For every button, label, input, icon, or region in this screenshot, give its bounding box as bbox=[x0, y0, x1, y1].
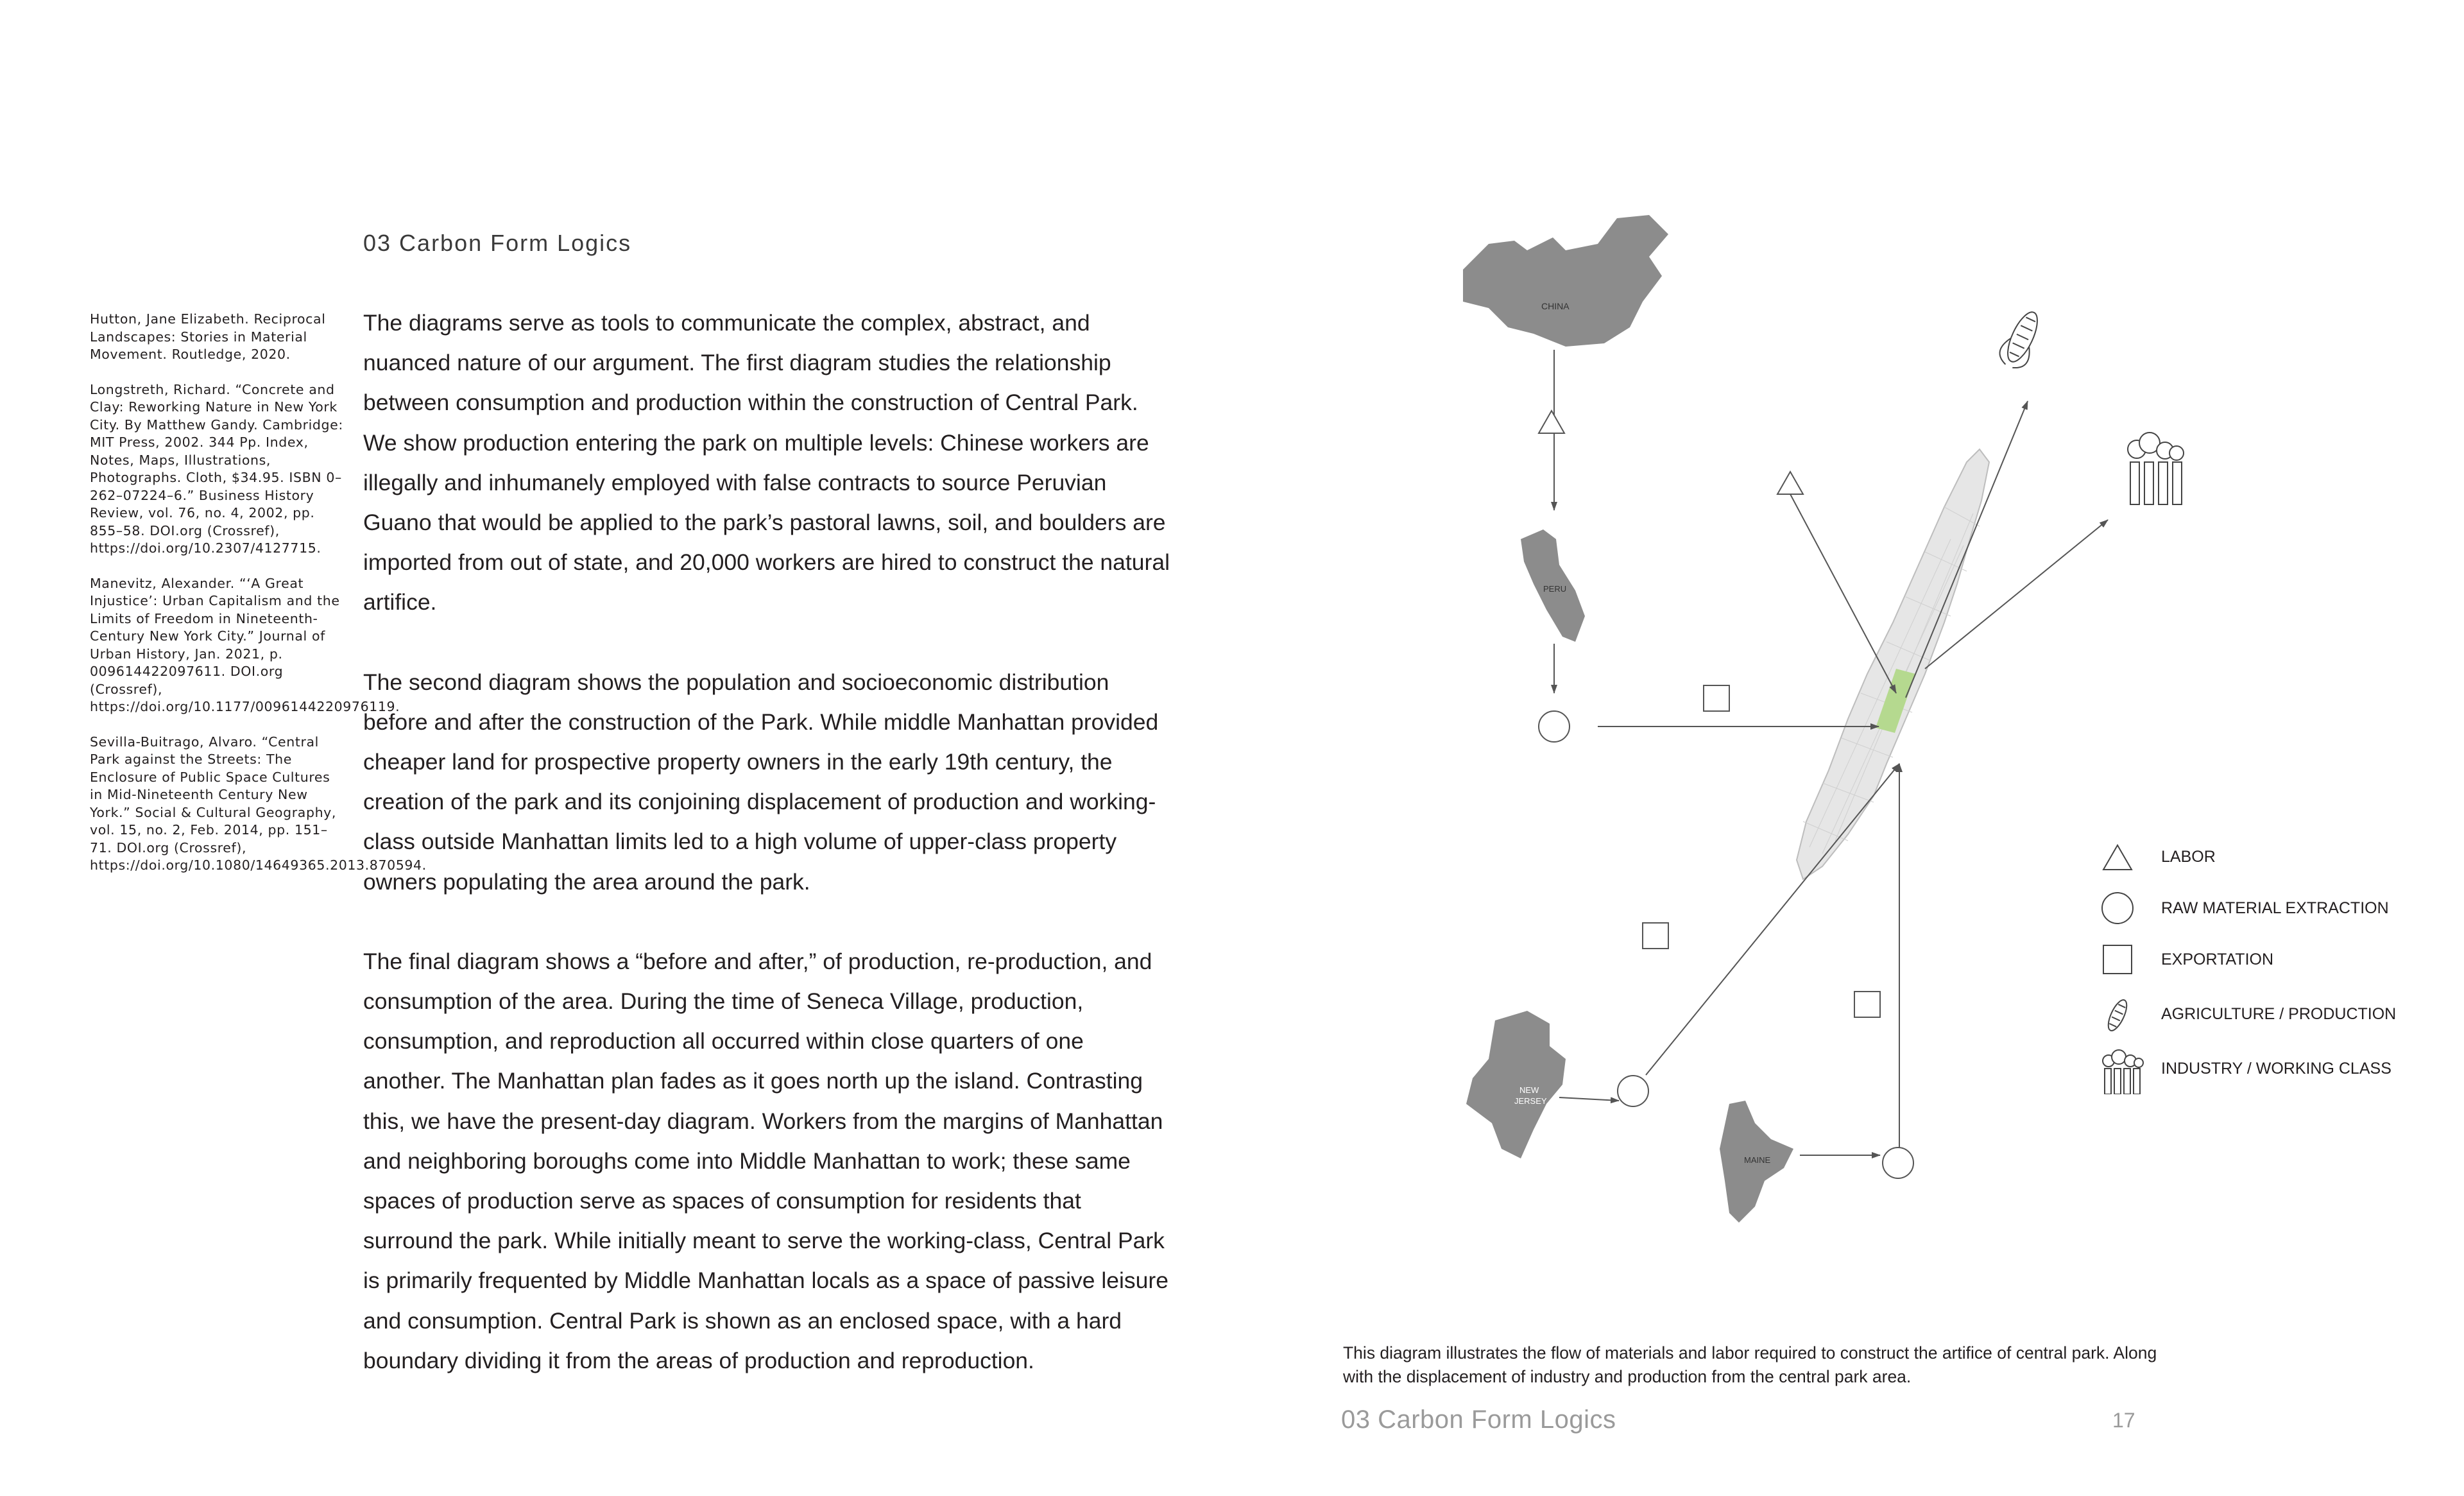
diagram-caption: This diagram illustrates the flow of materials and labor required to construct the artifice of central park. Along with the displacement of industry and production from the central park area. bbox=[1343, 1343, 2157, 1386]
legend-exportation: EXPORTATION bbox=[2098, 940, 2432, 981]
raw-material-circle-nj bbox=[1618, 1076, 1648, 1106]
export-square-3 bbox=[1854, 992, 1880, 1017]
reference-entry: Manevitz, Alexander. “‘A Great Injustice’: Urban Capitalism and the Limits of Freedom in Nineteenth-Century New York City.” Journal of Urban History, Jan. 2021, p. 009614422097611. DOI.org (Crossref), https://doi.org/10.1177/0096144220976119. bbox=[90, 575, 400, 714]
new-jersey-label-2: JERSEY bbox=[1514, 1096, 1547, 1106]
factory-icon bbox=[2098, 1049, 2150, 1094]
legend-agriculture: AGRICULTURE / PRODUCTION bbox=[2098, 995, 2432, 1036]
raw-material-circle-maine bbox=[1883, 1148, 1913, 1178]
china-map bbox=[1463, 215, 1668, 347]
reference-entry: Longstreth, Richard. “Concrete and Clay: Reworking Nature in New York City. By Matthew Gandy. Cambridge: MIT Press, 2002. 344 Pp. Index, Notes, Maps, Illustrations, Photographs. Cloth, $34.95. ISBN 0–262–07224–6.” Business History Review, vol. 76, no. 4, 2002, pp. 855–58. DOI.org (Crossref), https://doi.org/10.2307/4127715. bbox=[90, 381, 343, 556]
labor-triangle-china bbox=[1539, 411, 1564, 433]
references-column bbox=[90, 311, 427, 892]
paragraph-2: The second diagram shows the population and socioeconomic distribution before and after the construction of the Park. While middle Manhattan provided cheaper land for prospective property owners in the early 19th century, the creation of the park and its conjoining displacement of production and working-class outside Manhattan limits led to a high volume of upper-class property owners populating the area around the park. bbox=[363, 669, 1159, 895]
legend-raw-material: RAW MATERIAL EXTRACTION bbox=[2098, 889, 2432, 930]
legend-labor: LABOR bbox=[2098, 838, 2432, 879]
corn-icon bbox=[1996, 306, 2048, 372]
maine-label: MAINE bbox=[1744, 1155, 1771, 1165]
triangle-icon bbox=[2098, 838, 2137, 876]
export-square-2 bbox=[1643, 923, 1668, 949]
corn-icon bbox=[2098, 995, 2137, 1036]
square-icon bbox=[2098, 940, 2137, 979]
reference-entry: Sevilla-Buitrago, Alvaro. “Central Park against the Streets: The Enclosure of Public Space Cultures in Mid-Nineteenth Century New York.” Social & Cultural Geography, vol. 15, no. 2, Feb. 2014, pp. 151–71. DOI.org (Crossref), https://doi.org/10.1080/14649365.2013.870594. bbox=[90, 734, 427, 873]
raw-material-circle-peru bbox=[1539, 711, 1570, 742]
export-square-1 bbox=[1704, 685, 1729, 711]
flow-diagram bbox=[1437, 205, 2207, 1245]
labor-triangle-nyc bbox=[1777, 472, 1803, 494]
factory-icon bbox=[2128, 433, 2184, 504]
paragraph-3: The final diagram shows a “before and after,” of production, re-production, and consumption of the area. During the time of Seneca Village, production, consumption, and reproduction all occurred within close quarters of one another. The Manhattan plan fades as it goes north up the island. Contrasting this, we have the present-day diagram. Workers from the margins of Manhattan and neighboring boroughs come into Middle Manhattan to work; these same spaces of production serve as spaces of consumption for residents that surround the park. While initially meant to serve the working-class, Central Park is primarily frequented by Middle Manhattan locals as a space of passive leisure and consumption. Central Park is shown as an enclosed space, with a hard boundary dividing it from the areas of production and reproduction. bbox=[363, 948, 1168, 1373]
manhattan-map bbox=[1797, 449, 1989, 879]
footer-title: 03 Carbon Form Logics bbox=[1341, 1406, 1616, 1434]
reference-entry: Hutton, Jane Elizabeth. Reciprocal Landscapes: Stories in Material Movement. Routledge, 2020. bbox=[90, 311, 326, 362]
legend-industry: INDUSTRY / WORKING CLASS bbox=[2098, 1049, 2432, 1090]
paragraph-1: The diagrams serve as tools to communicate the complex, abstract, and nuanced nature of our argument. The first diagram studies the relationship between consumption and production within the construction of Central Park. We show production entering the park on multiple levels: Chinese workers are illegally and inhumanely employed with false contracts to source Peruvian Guano that would be applied to the park’s pastoral lawns, soil, and boulders are imported from out of state, and 20,000 workers are hired to construct the natural artifice. bbox=[363, 310, 1170, 615]
page-number: 17 bbox=[2112, 1409, 2135, 1432]
new-jersey-map bbox=[1466, 1011, 1566, 1158]
peru-label: PERU bbox=[1543, 584, 1567, 594]
new-jersey-label-1: NEW bbox=[1519, 1085, 1539, 1095]
body-text bbox=[363, 303, 1172, 1420]
section-heading: 03 Carbon Form Logics bbox=[363, 230, 632, 256]
circle-icon bbox=[2098, 889, 2137, 927]
china-label: CHINA bbox=[1541, 301, 1570, 311]
